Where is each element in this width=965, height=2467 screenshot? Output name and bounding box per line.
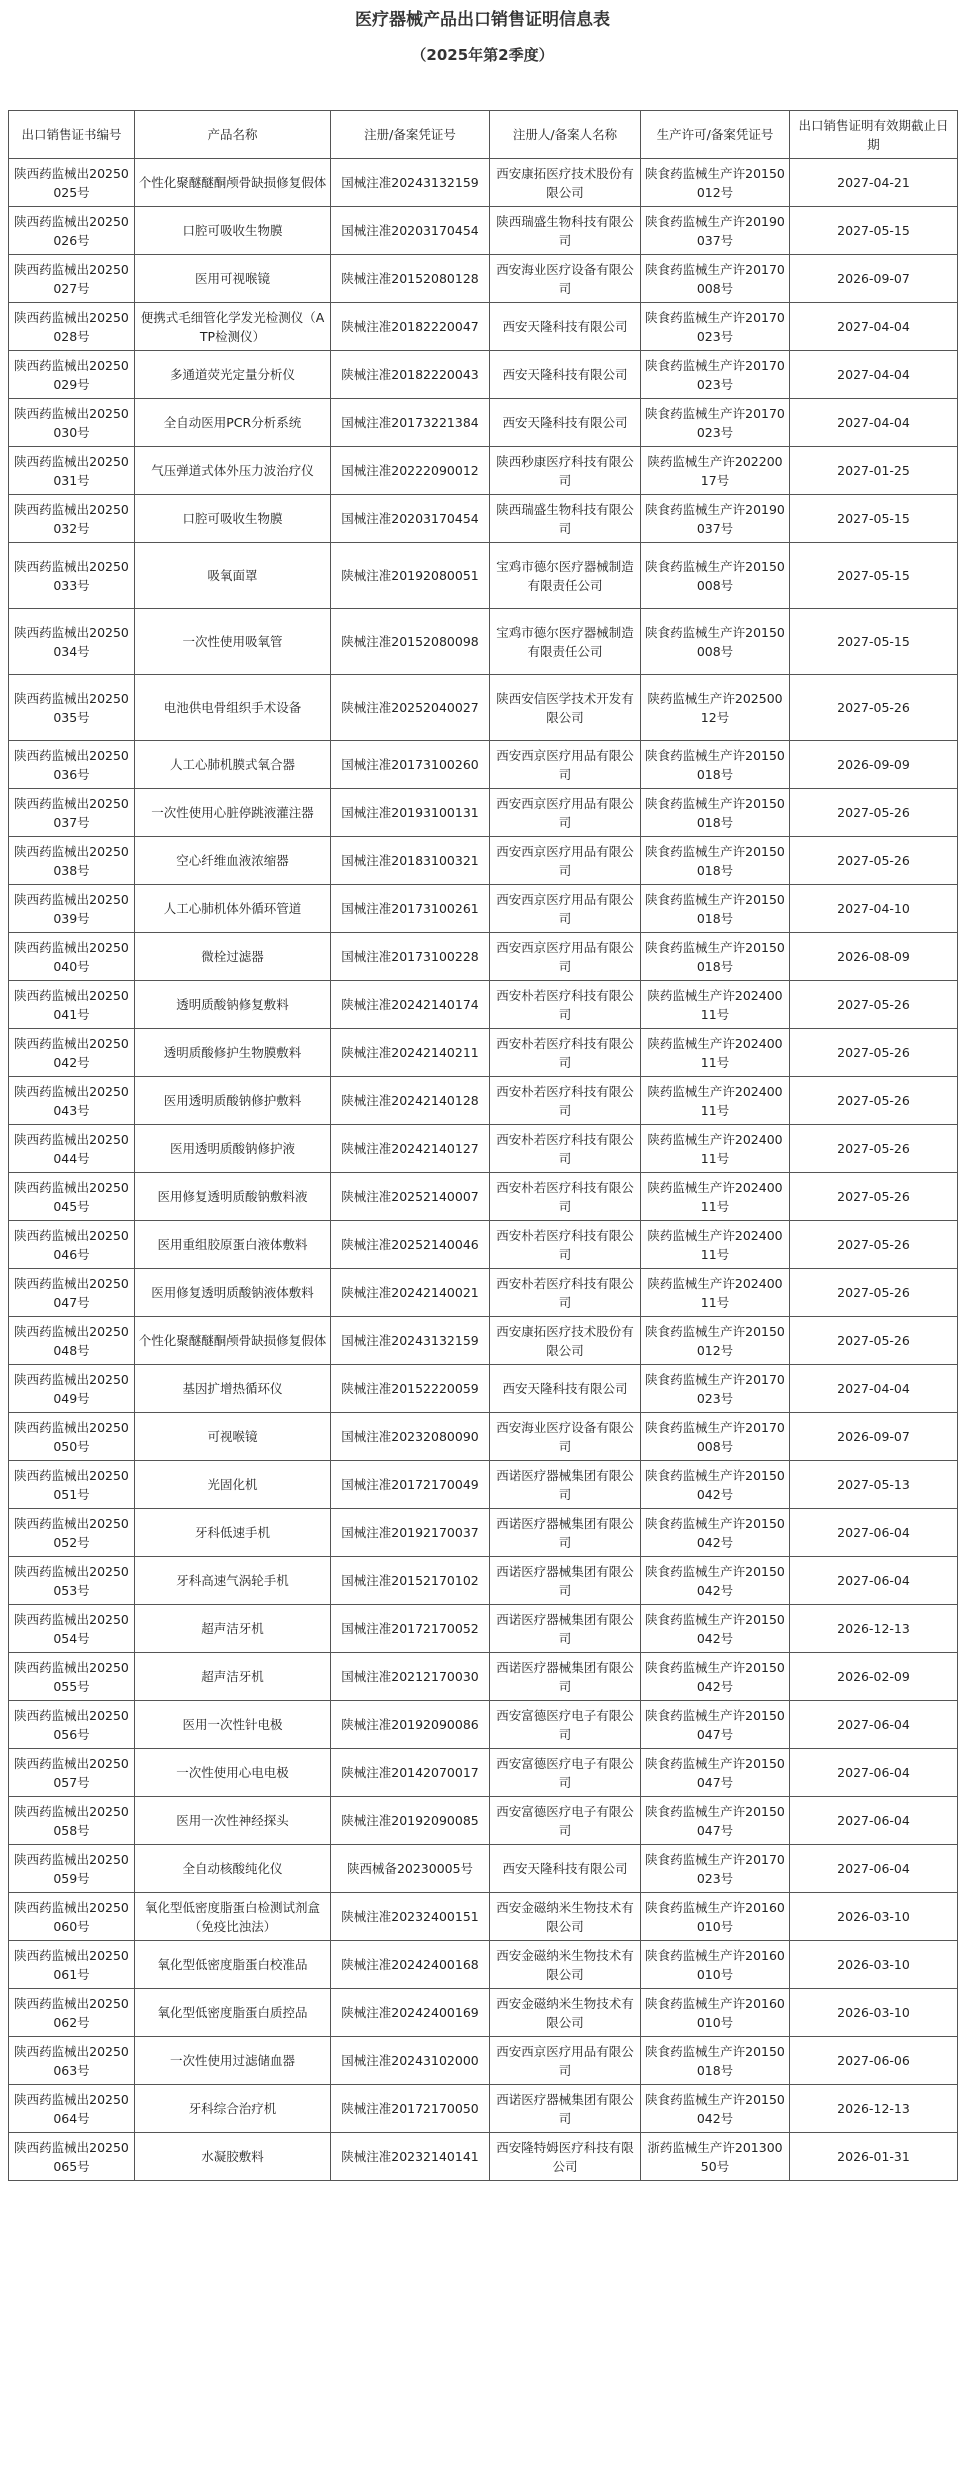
- cell-registrant-name: 西安朴若医疗科技有限公司: [490, 1125, 641, 1173]
- table-row: [9, 447, 958, 495]
- cell-expiry-date: 2027-06-04: [790, 1509, 958, 1557]
- cell-certificate-no: 陕西药监械出20250032号: [9, 495, 135, 543]
- cell-certificate-no: 陕西药监械出20250058号: [9, 1797, 135, 1845]
- table-row: [9, 741, 958, 789]
- cell-registrant-name: 西诺医疗器械集团有限公司: [490, 1653, 641, 1701]
- cell-registrant-name: 陕西瑞盛生物科技有限公司: [490, 207, 641, 255]
- cell-expiry-date: 2026-09-07: [790, 1413, 958, 1461]
- cell-registration-no: 陕械注准20152220059: [331, 1365, 490, 1413]
- cell-expiry-date: 2027-05-26: [790, 1029, 958, 1077]
- document-subtitle: （2025年第2季度）: [411, 46, 554, 64]
- cell-certificate-no: 陕西药监械出20250035号: [9, 675, 135, 741]
- cell-product-name: 医用透明质酸钠修护敷料: [135, 1077, 331, 1125]
- table-row: [9, 1077, 958, 1125]
- cell-license-no: 陕食药监械生产许20170008号: [641, 1413, 790, 1461]
- cell-registrant-name: 西安隆特姆医疗科技有限公司: [490, 2133, 641, 2181]
- table-row: [9, 159, 958, 207]
- table-row: [9, 1557, 958, 1605]
- cell-expiry-date: 2027-05-26: [790, 1173, 958, 1221]
- cell-registration-no: 国械注准20173100228: [331, 933, 490, 981]
- cell-product-name: 个性化聚醚醚酮颅骨缺损修复假体: [135, 1317, 331, 1365]
- cell-registration-no: 陕械注准20232140141: [331, 2133, 490, 2181]
- cell-expiry-date: 2026-12-13: [790, 2085, 958, 2133]
- table-row: [9, 399, 958, 447]
- cell-registration-no: 陕械注准20252140046: [331, 1221, 490, 1269]
- cell-product-name: 多通道荧光定量分析仪: [135, 351, 331, 399]
- cell-registrant-name: 西安朴若医疗科技有限公司: [490, 1077, 641, 1125]
- cell-registration-no: 国械注准20172170049: [331, 1461, 490, 1509]
- cell-registrant-name: 西安朴若医疗科技有限公司: [490, 981, 641, 1029]
- cell-certificate-no: 陕西药监械出20250065号: [9, 2133, 135, 2181]
- cell-certificate-no: 陕西药监械出20250028号: [9, 303, 135, 351]
- cell-certificate-no: 陕西药监械出20250030号: [9, 399, 135, 447]
- cell-registration-no: 陕械注准20182220047: [331, 303, 490, 351]
- cell-certificate-no: 陕西药监械出20250044号: [9, 1125, 135, 1173]
- table-row: [9, 837, 958, 885]
- cell-expiry-date: 2027-05-26: [790, 837, 958, 885]
- cell-license-no: 陕食药监械生产许20170023号: [641, 1845, 790, 1893]
- cell-registration-no: 国械注准20193100131: [331, 789, 490, 837]
- cell-license-no: 陕药监械生产许20220017号: [641, 447, 790, 495]
- table-row: [9, 1605, 958, 1653]
- cell-expiry-date: 2026-03-10: [790, 1989, 958, 2037]
- cell-registrant-name: 西安西京医疗用品有限公司: [490, 933, 641, 981]
- cell-certificate-no: 陕西药监械出20250064号: [9, 2085, 135, 2133]
- cell-license-no: 陕食药监械生产许20150042号: [641, 1461, 790, 1509]
- cell-certificate-no: 陕西药监械出20250041号: [9, 981, 135, 1029]
- cell-license-no: 陕食药监械生产许20170008号: [641, 255, 790, 303]
- table-row: [9, 351, 958, 399]
- cell-product-name: 医用透明质酸钠修护液: [135, 1125, 331, 1173]
- cell-registration-no: 国械注准20173100260: [331, 741, 490, 789]
- cell-registration-no: 陕械注准20242400169: [331, 1989, 490, 2037]
- cell-registration-no: 国械注准20243132159: [331, 159, 490, 207]
- table-body: [9, 159, 958, 2181]
- header-registrant-name: 注册人/备案人名称: [490, 111, 641, 159]
- cell-registration-no: 国械注准20172170052: [331, 1605, 490, 1653]
- cell-registration-no: 国械注准20243132159: [331, 1317, 490, 1365]
- cell-product-name: 氧化型低密度脂蛋白质控品: [135, 1989, 331, 2037]
- cell-certificate-no: 陕西药监械出20250056号: [9, 1701, 135, 1749]
- cell-certificate-no: 陕西药监械出20250059号: [9, 1845, 135, 1893]
- cell-registration-no: 国械注准20173100261: [331, 885, 490, 933]
- cell-license-no: 陕食药监械生产许20150047号: [641, 1797, 790, 1845]
- cell-registrant-name: 西诺医疗器械集团有限公司: [490, 2085, 641, 2133]
- cell-certificate-no: 陕西药监械出20250046号: [9, 1221, 135, 1269]
- cell-expiry-date: 2027-04-04: [790, 303, 958, 351]
- cell-product-name: 牙科综合治疗机: [135, 2085, 331, 2133]
- cell-license-no: 陕食药监械生产许20150042号: [641, 1605, 790, 1653]
- export-certificate-table: [8, 110, 958, 2181]
- cell-product-name: 全自动核酸纯化仪: [135, 1845, 331, 1893]
- cell-registrant-name: 西安海业医疗设备有限公司: [490, 255, 641, 303]
- cell-registrant-name: 宝鸡市德尔医疗器械制造有限责任公司: [490, 543, 641, 609]
- cell-expiry-date: 2027-05-15: [790, 207, 958, 255]
- cell-certificate-no: 陕西药监械出20250037号: [9, 789, 135, 837]
- cell-registrant-name: 西安天隆科技有限公司: [490, 351, 641, 399]
- cell-certificate-no: 陕西药监械出20250057号: [9, 1749, 135, 1797]
- cell-product-name: 人工心肺机体外循环管道: [135, 885, 331, 933]
- cell-product-name: 牙科高速气涡轮手机: [135, 1557, 331, 1605]
- header-registration-no: 注册/备案凭证号: [331, 111, 490, 159]
- cell-registrant-name: 西安朴若医疗科技有限公司: [490, 1029, 641, 1077]
- cell-expiry-date: 2026-03-10: [790, 1941, 958, 1989]
- table-row: [9, 1797, 958, 1845]
- table-row: [9, 1509, 958, 1557]
- cell-expiry-date: 2027-04-04: [790, 1365, 958, 1413]
- cell-product-name: 透明质酸钠修复敷料: [135, 981, 331, 1029]
- cell-expiry-date: 2027-05-15: [790, 495, 958, 543]
- cell-expiry-date: 2027-06-06: [790, 2037, 958, 2085]
- cell-expiry-date: 2026-01-31: [790, 2133, 958, 2181]
- cell-registrant-name: 西诺医疗器械集团有限公司: [490, 1509, 641, 1557]
- cell-registrant-name: 西安天隆科技有限公司: [490, 303, 641, 351]
- cell-registration-no: 国械注准20212170030: [331, 1653, 490, 1701]
- cell-registrant-name: 西安海业医疗设备有限公司: [490, 1413, 641, 1461]
- cell-registrant-name: 西安富德医疗电子有限公司: [490, 1701, 641, 1749]
- cell-license-no: 陕食药监械生产许20150008号: [641, 543, 790, 609]
- cell-certificate-no: 陕西药监械出20250033号: [9, 543, 135, 609]
- cell-registrant-name: 西安朴若医疗科技有限公司: [490, 1269, 641, 1317]
- table-row: [9, 1029, 958, 1077]
- cell-license-no: 陕食药监械生产许20150047号: [641, 1749, 790, 1797]
- cell-product-name: 医用一次性针电极: [135, 1701, 331, 1749]
- cell-registration-no: 陕械注准20252140007: [331, 1173, 490, 1221]
- cell-license-no: 陕药监械生产许20240011号: [641, 1029, 790, 1077]
- cell-registration-no: 国械注准20203170454: [331, 495, 490, 543]
- cell-product-name: 水凝胶敷料: [135, 2133, 331, 2181]
- cell-registration-no: 国械注准20203170454: [331, 207, 490, 255]
- cell-product-name: 医用可视喉镜: [135, 255, 331, 303]
- cell-registrant-name: 陕西瑞盛生物科技有限公司: [490, 495, 641, 543]
- table-row: [9, 1221, 958, 1269]
- cell-certificate-no: 陕西药监械出20250062号: [9, 1989, 135, 2037]
- cell-registration-no: 陕械注准20242140211: [331, 1029, 490, 1077]
- cell-certificate-no: 陕西药监械出20250052号: [9, 1509, 135, 1557]
- cell-registration-no: 陕械注准20152080098: [331, 609, 490, 675]
- table-row: [9, 675, 958, 741]
- cell-license-no: 陕食药监械生产许20170023号: [641, 1365, 790, 1413]
- cell-registrant-name: 陕西秒康医疗科技有限公司: [490, 447, 641, 495]
- cell-expiry-date: 2027-05-26: [790, 1125, 958, 1173]
- table-row: [9, 1173, 958, 1221]
- cell-product-name: 超声洁牙机: [135, 1605, 331, 1653]
- cell-expiry-date: 2027-05-15: [790, 609, 958, 675]
- cell-license-no: 陕食药监械生产许20150012号: [641, 1317, 790, 1365]
- cell-registrant-name: 西安富德医疗电子有限公司: [490, 1749, 641, 1797]
- cell-registrant-name: 西安西京医疗用品有限公司: [490, 789, 641, 837]
- table-row: [9, 1845, 958, 1893]
- cell-license-no: 陕药监械生产许20240011号: [641, 1125, 790, 1173]
- cell-license-no: 陕食药监械生产许20190037号: [641, 207, 790, 255]
- cell-expiry-date: 2027-05-26: [790, 1221, 958, 1269]
- cell-expiry-date: 2026-08-09: [790, 933, 958, 981]
- cell-registration-no: 陕械注准20242140174: [331, 981, 490, 1029]
- cell-license-no: 陕食药监械生产许20150042号: [641, 1653, 790, 1701]
- cell-registrant-name: 宝鸡市德尔医疗器械制造有限责任公司: [490, 609, 641, 675]
- cell-registration-no: 国械注准20192170037: [331, 1509, 490, 1557]
- cell-license-no: 陕食药监械生产许20150042号: [641, 2085, 790, 2133]
- cell-registration-no: 陕械注准20242140127: [331, 1125, 490, 1173]
- cell-registrant-name: 西诺医疗器械集团有限公司: [490, 1605, 641, 1653]
- cell-expiry-date: 2027-06-04: [790, 1557, 958, 1605]
- document-title: 医疗器械产品出口销售证明信息表: [355, 10, 610, 30]
- table-row: [9, 1125, 958, 1173]
- cell-registrant-name: 西安金磁纳米生物技术有限公司: [490, 1893, 641, 1941]
- cell-expiry-date: 2027-05-15: [790, 543, 958, 609]
- header-product-name: 产品名称: [135, 111, 331, 159]
- cell-product-name: 电池供电骨组织手术设备: [135, 675, 331, 741]
- table-row: [9, 1269, 958, 1317]
- cell-registrant-name: 西安康拓医疗技术股份有限公司: [490, 1317, 641, 1365]
- table-row: [9, 1365, 958, 1413]
- cell-certificate-no: 陕西药监械出20250055号: [9, 1653, 135, 1701]
- cell-license-no: 陕食药监械生产许20170023号: [641, 351, 790, 399]
- table-row: [9, 1749, 958, 1797]
- cell-product-name: 吸氧面罩: [135, 543, 331, 609]
- cell-product-name: 医用一次性神经探头: [135, 1797, 331, 1845]
- table-row: [9, 1653, 958, 1701]
- table-row: [9, 255, 958, 303]
- cell-certificate-no: 陕西药监械出20250025号: [9, 159, 135, 207]
- cell-certificate-no: 陕西药监械出20250047号: [9, 1269, 135, 1317]
- cell-license-no: 陕药监械生产许20240011号: [641, 1173, 790, 1221]
- cell-license-no: 陕食药监械生产许20170023号: [641, 399, 790, 447]
- cell-registration-no: 陕械注准20172170050: [331, 2085, 490, 2133]
- cell-certificate-no: 陕西药监械出20250063号: [9, 2037, 135, 2085]
- table-row: [9, 1989, 958, 2037]
- cell-registration-no: 国械注准20243102000: [331, 2037, 490, 2085]
- cell-registration-no: 国械注准20173221384: [331, 399, 490, 447]
- cell-license-no: 陕食药监械生产许20150018号: [641, 741, 790, 789]
- header-expiry-date: 出口销售证明有效期截止日期: [790, 111, 958, 159]
- cell-product-name: 微栓过滤器: [135, 933, 331, 981]
- cell-expiry-date: 2027-04-04: [790, 351, 958, 399]
- cell-license-no: 陕食药监械生产许20150018号: [641, 837, 790, 885]
- cell-product-name: 氧化型低密度脂蛋白检测试剂盒（免疫比浊法）: [135, 1893, 331, 1941]
- cell-product-name: 可视喉镜: [135, 1413, 331, 1461]
- cell-registration-no: 陕械注准20242140021: [331, 1269, 490, 1317]
- cell-registration-no: 国械注准20152170102: [331, 1557, 490, 1605]
- cell-license-no: 陕食药监械生产许20150018号: [641, 789, 790, 837]
- cell-registrant-name: 陕西安信医学技术开发有限公司: [490, 675, 641, 741]
- cell-registration-no: 陕械注准20152080128: [331, 255, 490, 303]
- cell-license-no: 陕食药监械生产许20160010号: [641, 1893, 790, 1941]
- table-row: [9, 2085, 958, 2133]
- cell-registrant-name: 西诺医疗器械集团有限公司: [490, 1557, 641, 1605]
- cell-registration-no: 国械注准20232080090: [331, 1413, 490, 1461]
- cell-registrant-name: 西安朴若医疗科技有限公司: [490, 1173, 641, 1221]
- cell-expiry-date: 2026-09-07: [790, 255, 958, 303]
- cell-certificate-no: 陕西药监械出20250038号: [9, 837, 135, 885]
- cell-certificate-no: 陕西药监械出20250034号: [9, 609, 135, 675]
- cell-license-no: 陕药监械生产许20240011号: [641, 1077, 790, 1125]
- cell-expiry-date: 2027-05-26: [790, 789, 958, 837]
- cell-product-name: 一次性使用过滤储血器: [135, 2037, 331, 2085]
- cell-expiry-date: 2027-01-25: [790, 447, 958, 495]
- cell-registration-no: 陕械注准20242140128: [331, 1077, 490, 1125]
- cell-product-name: 一次性使用心脏停跳液灌注器: [135, 789, 331, 837]
- cell-registration-no: 陕械注准20192080051: [331, 543, 490, 609]
- cell-product-name: 医用修复透明质酸钠液体敷料: [135, 1269, 331, 1317]
- table-row: [9, 2133, 958, 2181]
- cell-license-no: 陕药监械生产许20240011号: [641, 1269, 790, 1317]
- table-header-row: [9, 111, 958, 159]
- table-row: [9, 1461, 958, 1509]
- cell-expiry-date: 2026-03-10: [790, 1893, 958, 1941]
- cell-license-no: 陕药监械生产许20240011号: [641, 1221, 790, 1269]
- cell-license-no: 陕食药监械生产许20160010号: [641, 1941, 790, 1989]
- cell-registration-no: 陕西械备20230005号: [331, 1845, 490, 1893]
- cell-certificate-no: 陕西药监械出20250043号: [9, 1077, 135, 1125]
- cell-license-no: 陕食药监械生产许20150042号: [641, 1557, 790, 1605]
- cell-product-name: 医用修复透明质酸钠敷料液: [135, 1173, 331, 1221]
- cell-registrant-name: 西安西京医疗用品有限公司: [490, 885, 641, 933]
- cell-certificate-no: 陕西药监械出20250042号: [9, 1029, 135, 1077]
- cell-registration-no: 国械注准20183100321: [331, 837, 490, 885]
- cell-expiry-date: 2026-09-09: [790, 741, 958, 789]
- cell-certificate-no: 陕西药监械出20250051号: [9, 1461, 135, 1509]
- table-row: [9, 1941, 958, 1989]
- table-row: [9, 609, 958, 675]
- cell-license-no: 陕食药监械生产许20170023号: [641, 303, 790, 351]
- cell-expiry-date: 2027-06-04: [790, 1749, 958, 1797]
- cell-registrant-name: 西安金磁纳米生物技术有限公司: [490, 1941, 641, 1989]
- cell-expiry-date: 2027-05-13: [790, 1461, 958, 1509]
- table-row: [9, 2037, 958, 2085]
- cell-license-no: 陕食药监械生产许20150018号: [641, 2037, 790, 2085]
- table-row: [9, 207, 958, 255]
- header-license-no: 生产许可/备案凭证号: [641, 111, 790, 159]
- header-certificate-no: 出口销售证书编号: [9, 111, 135, 159]
- cell-certificate-no: 陕西药监械出20250048号: [9, 1317, 135, 1365]
- cell-certificate-no: 陕西药监械出20250029号: [9, 351, 135, 399]
- table-row: [9, 543, 958, 609]
- cell-registrant-name: 西安康拓医疗技术股份有限公司: [490, 159, 641, 207]
- cell-product-name: 个性化聚醚醚酮颅骨缺损修复假体: [135, 159, 331, 207]
- cell-product-name: 空心纤维血液浓缩器: [135, 837, 331, 885]
- cell-product-name: 气压弹道式体外压力波治疗仪: [135, 447, 331, 495]
- cell-license-no: 陕食药监械生产许20150047号: [641, 1701, 790, 1749]
- cell-certificate-no: 陕西药监械出20250061号: [9, 1941, 135, 1989]
- table-row: [9, 1413, 958, 1461]
- cell-expiry-date: 2026-02-09: [790, 1653, 958, 1701]
- cell-product-name: 牙科低速手机: [135, 1509, 331, 1557]
- cell-product-name: 全自动医用PCR分析系统: [135, 399, 331, 447]
- cell-registrant-name: 西安金磁纳米生物技术有限公司: [490, 1989, 641, 2037]
- cell-registrant-name: 西安富德医疗电子有限公司: [490, 1797, 641, 1845]
- cell-expiry-date: 2027-05-26: [790, 1317, 958, 1365]
- cell-license-no: 陕食药监械生产许20150042号: [641, 1509, 790, 1557]
- cell-expiry-date: 2027-06-04: [790, 1845, 958, 1893]
- cell-certificate-no: 陕西药监械出20250039号: [9, 885, 135, 933]
- cell-product-name: 便携式毛细管化学发光检测仪（ATP检测仪）: [135, 303, 331, 351]
- cell-certificate-no: 陕西药监械出20250027号: [9, 255, 135, 303]
- cell-registrant-name: 西安西京医疗用品有限公司: [490, 741, 641, 789]
- cell-registration-no: 陕械注准20192090086: [331, 1701, 490, 1749]
- cell-license-no: 陕食药监械生产许20150018号: [641, 933, 790, 981]
- cell-registrant-name: 西诺医疗器械集团有限公司: [490, 1461, 641, 1509]
- cell-expiry-date: 2027-05-26: [790, 981, 958, 1029]
- cell-registrant-name: 西安天隆科技有限公司: [490, 399, 641, 447]
- cell-license-no: 陕药监械生产许20240011号: [641, 981, 790, 1029]
- cell-certificate-no: 陕西药监械出20250026号: [9, 207, 135, 255]
- cell-license-no: 陕食药监械生产许20150008号: [641, 609, 790, 675]
- cell-registrant-name: 西安天隆科技有限公司: [490, 1845, 641, 1893]
- cell-expiry-date: 2027-05-26: [790, 1269, 958, 1317]
- table-row: [9, 885, 958, 933]
- cell-registration-no: 陕械注准20252040027: [331, 675, 490, 741]
- cell-product-name: 基因扩增热循环仪: [135, 1365, 331, 1413]
- cell-product-name: 光固化机: [135, 1461, 331, 1509]
- cell-certificate-no: 陕西药监械出20250050号: [9, 1413, 135, 1461]
- cell-expiry-date: 2027-06-04: [790, 1701, 958, 1749]
- cell-certificate-no: 陕西药监械出20250045号: [9, 1173, 135, 1221]
- cell-product-name: 人工心肺机膜式氧合器: [135, 741, 331, 789]
- cell-license-no: 陕食药监械生产许20150018号: [641, 885, 790, 933]
- cell-certificate-no: 陕西药监械出20250049号: [9, 1365, 135, 1413]
- cell-registrant-name: 西安西京医疗用品有限公司: [490, 837, 641, 885]
- cell-license-no: 陕药监械生产许20250012号: [641, 675, 790, 741]
- cell-product-name: 氧化型低密度脂蛋白校准品: [135, 1941, 331, 1989]
- cell-expiry-date: 2027-05-26: [790, 1077, 958, 1125]
- cell-product-name: 一次性使用心电电极: [135, 1749, 331, 1797]
- cell-registration-no: 国械注准20222090012: [331, 447, 490, 495]
- cell-expiry-date: 2027-04-04: [790, 399, 958, 447]
- cell-registration-no: 陕械注准20192090085: [331, 1797, 490, 1845]
- table-row: [9, 933, 958, 981]
- table-row: [9, 981, 958, 1029]
- cell-expiry-date: 2027-04-21: [790, 159, 958, 207]
- cell-certificate-no: 陕西药监械出20250036号: [9, 741, 135, 789]
- cell-expiry-date: 2027-06-04: [790, 1797, 958, 1845]
- cell-product-name: 透明质酸修护生物膜敷料: [135, 1029, 331, 1077]
- table-row: [9, 1317, 958, 1365]
- cell-product-name: 口腔可吸收生物膜: [135, 207, 331, 255]
- table-row: [9, 789, 958, 837]
- cell-expiry-date: 2026-12-13: [790, 1605, 958, 1653]
- cell-certificate-no: 陕西药监械出20250040号: [9, 933, 135, 981]
- cell-expiry-date: 2027-04-10: [790, 885, 958, 933]
- cell-license-no: 浙药监械生产许20130050号: [641, 2133, 790, 2181]
- cell-registration-no: 陕械注准20182220043: [331, 351, 490, 399]
- cell-certificate-no: 陕西药监械出20250053号: [9, 1557, 135, 1605]
- cell-certificate-no: 陕西药监械出20250060号: [9, 1893, 135, 1941]
- cell-product-name: 口腔可吸收生物膜: [135, 495, 331, 543]
- table-row: [9, 495, 958, 543]
- cell-registration-no: 陕械注准20242400168: [331, 1941, 490, 1989]
- cell-registrant-name: 西安朴若医疗科技有限公司: [490, 1221, 641, 1269]
- cell-registrant-name: 西安西京医疗用品有限公司: [490, 2037, 641, 2085]
- cell-certificate-no: 陕西药监械出20250031号: [9, 447, 135, 495]
- cell-license-no: 陕食药监械生产许20160010号: [641, 1989, 790, 2037]
- cell-license-no: 陕食药监械生产许20150012号: [641, 159, 790, 207]
- cell-certificate-no: 陕西药监械出20250054号: [9, 1605, 135, 1653]
- cell-registration-no: 陕械注准20142070017: [331, 1749, 490, 1797]
- cell-registration-no: 陕械注准20232400151: [331, 1893, 490, 1941]
- cell-expiry-date: 2027-05-26: [790, 675, 958, 741]
- table-row: [9, 1893, 958, 1941]
- table-row: [9, 1701, 958, 1749]
- cell-product-name: 超声洁牙机: [135, 1653, 331, 1701]
- cell-registrant-name: 西安天隆科技有限公司: [490, 1365, 641, 1413]
- cell-product-name: 医用重组胶原蛋白液体敷料: [135, 1221, 331, 1269]
- table-row: [9, 303, 958, 351]
- cell-product-name: 一次性使用吸氧管: [135, 609, 331, 675]
- cell-license-no: 陕食药监械生产许20190037号: [641, 495, 790, 543]
